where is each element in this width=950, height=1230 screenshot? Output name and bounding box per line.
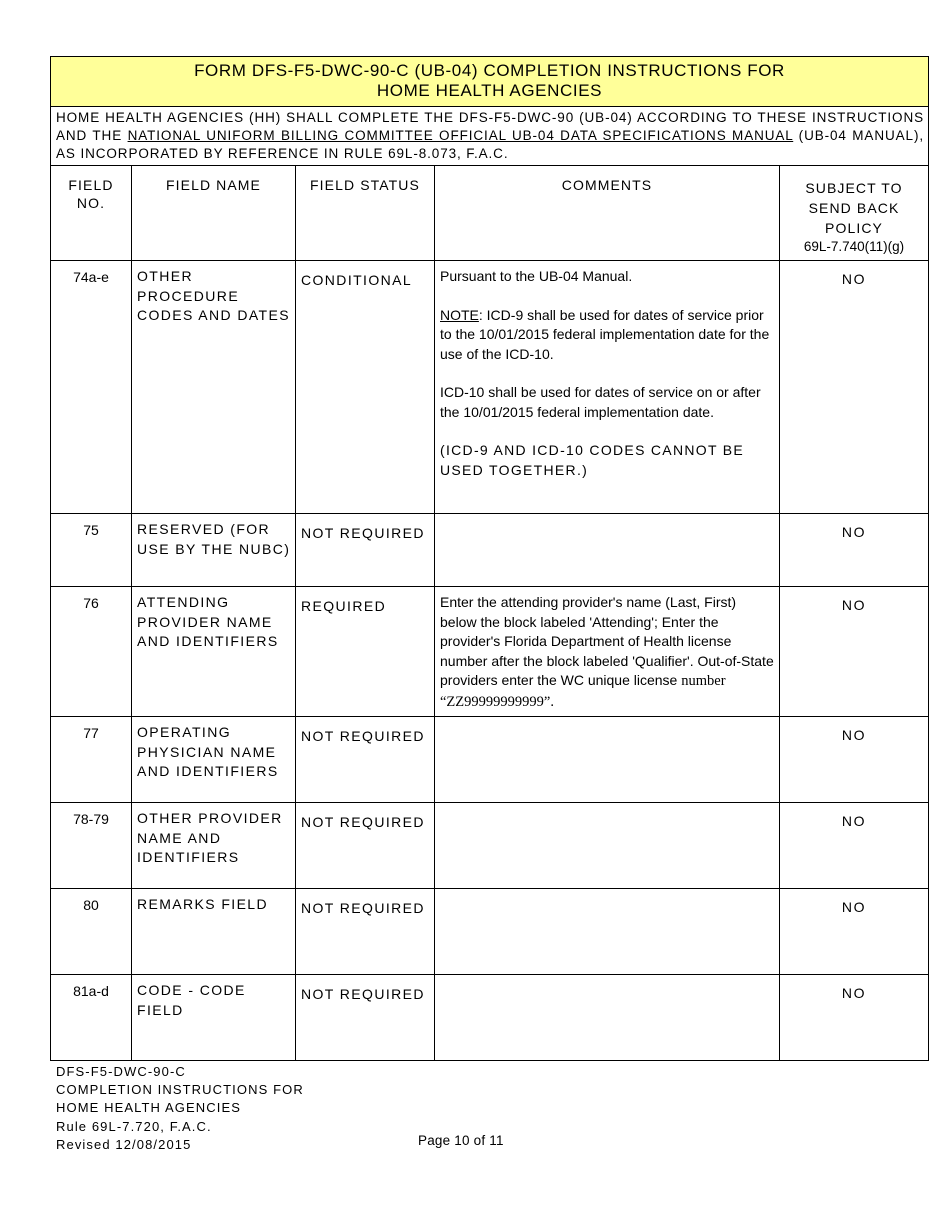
comment-paragraph: Pursuant to the UB-04 Manual. bbox=[440, 268, 633, 284]
field-no: 77 bbox=[51, 717, 132, 803]
send-back-policy-value: NO bbox=[780, 514, 929, 587]
field-name: OTHER PROCEDURE CODES AND DATES bbox=[132, 261, 296, 514]
field-status: NOT REQUIRED bbox=[296, 975, 435, 1061]
field-name: OPERATING PHYSICIAN NAME AND IDENTIFIERS bbox=[132, 717, 296, 803]
column-header-field-no: FIELD NO. bbox=[51, 166, 132, 261]
field-no: 81a-d bbox=[51, 975, 132, 1061]
field-status: NOT REQUIRED bbox=[296, 514, 435, 587]
field-comment bbox=[435, 587, 780, 717]
footer-title-line1: COMPLETION INSTRUCTIONS FOR bbox=[56, 1082, 304, 1098]
note-text: : ICD-9 shall be used for dates of service prior to the 10/01/2015 federal implementation date for the use of the ICD-10. bbox=[440, 306, 770, 362]
ub04-manual-reference: NATIONAL UNIFORM BILLING COMMITTEE OFFICIAL UB-04 DATA SPECIFICATIONS MANUAL bbox=[127, 128, 794, 143]
field-name: CODE - CODE FIELD bbox=[132, 975, 296, 1061]
table-row bbox=[51, 587, 929, 717]
field-status: NOT REQUIRED bbox=[296, 889, 435, 975]
column-header-field-status: FIELD STATUS bbox=[296, 166, 435, 261]
footer-form-id: DFS-F5-DWC-90-C bbox=[56, 1064, 186, 1079]
send-back-policy-value: NO bbox=[780, 717, 929, 803]
form-title bbox=[51, 57, 929, 107]
send-back-policy-label: SUBJECT TO SEND BACK POLICY bbox=[805, 180, 903, 236]
instructions-sheet bbox=[50, 56, 928, 1061]
field-no: 74a-e bbox=[51, 261, 132, 514]
field-no: 75 bbox=[51, 514, 132, 587]
send-back-policy-value: NO bbox=[780, 261, 929, 514]
field-comment bbox=[435, 717, 780, 803]
field-name: REMARKS FIELD bbox=[132, 889, 296, 975]
table-row bbox=[51, 261, 929, 514]
send-back-policy-value: NO bbox=[780, 803, 929, 889]
send-back-policy-value: NO bbox=[780, 889, 929, 975]
send-back-policy-value: NO bbox=[780, 587, 929, 717]
instructions-table bbox=[50, 56, 929, 1061]
comment-license-example: number “ZZ99999999999”. bbox=[440, 673, 726, 710]
column-header-send-back-policy bbox=[780, 166, 929, 261]
column-header-comments: COMMENTS bbox=[435, 166, 780, 261]
table-row bbox=[51, 889, 929, 975]
field-status: REQUIRED bbox=[296, 587, 435, 717]
field-comment bbox=[435, 261, 780, 514]
send-back-policy-rule: 69L-7.740(11)(g) bbox=[803, 239, 905, 254]
send-back-policy-value: NO bbox=[780, 975, 929, 1061]
field-comment bbox=[435, 975, 780, 1061]
table-row bbox=[51, 717, 929, 803]
field-name: RESERVED (FOR USE BY THE NUBC) bbox=[132, 514, 296, 587]
comment-note bbox=[440, 306, 774, 365]
form-title-line1: FORM DFS-F5-DWC-90-C (UB-04) COMPLETION INSTRUCTIONS FOR bbox=[194, 61, 785, 80]
field-status: NOT REQUIRED bbox=[296, 717, 435, 803]
table-row bbox=[51, 514, 929, 587]
comment-warning: (ICD-9 AND ICD-10 CODES CANNOT BE USED TOGETHER.) bbox=[440, 442, 745, 478]
page-number: Page 10 of 11 bbox=[418, 1133, 504, 1148]
field-no: 80 bbox=[51, 889, 132, 975]
footer-rule: Rule 69L-7.720, F.A.C. bbox=[56, 1118, 212, 1134]
comment-text: Enter the attending provider's name (Last, First) below the block labeled 'Attending'; Enter the provider's Florida Department of Health license number after the block labeled 'Qualifier'. Out-of-State providers enter the WC unique license bbox=[440, 594, 774, 688]
field-comment bbox=[435, 803, 780, 889]
footer-revised-date: Revised 12/08/2015 bbox=[56, 1136, 192, 1152]
intro-part2: (UB-04 MANUAL), AS INCORPORATED BY REFERENCE IN RULE 69L-8.073, F.A.C. bbox=[56, 128, 924, 161]
field-name: OTHER PROVIDER NAME AND IDENTIFIERS bbox=[132, 803, 296, 889]
comment-paragraph: ICD-10 shall be used for dates of service on or after the 10/01/2015 federal implementation date. bbox=[440, 384, 761, 420]
page-footer bbox=[56, 1063, 304, 1154]
column-header-field-name: FIELD NAME bbox=[132, 166, 296, 261]
field-comment bbox=[435, 889, 780, 975]
field-comment bbox=[435, 514, 780, 587]
table-row bbox=[51, 803, 929, 889]
note-label: NOTE bbox=[440, 306, 479, 323]
field-name: ATTENDING PROVIDER NAME AND IDENTIFIERS bbox=[132, 587, 296, 717]
intro-part1: HOME HEALTH AGENCIES (HH) SHALL COMPLETE THE DFS-F5-DWC-90 (UB-04) ACCORDING TO THESE INSTRUCTIONS AND THE bbox=[56, 110, 924, 143]
field-no: 76 bbox=[51, 587, 132, 717]
footer-title-line2: HOME HEALTH AGENCIES bbox=[56, 1100, 242, 1116]
form-title-line2: HOME HEALTH AGENCIES bbox=[376, 81, 603, 100]
field-status: CONDITIONAL bbox=[296, 261, 435, 514]
intro-text bbox=[51, 107, 929, 166]
field-no: 78-79 bbox=[51, 803, 132, 889]
field-status: NOT REQUIRED bbox=[296, 803, 435, 889]
table-row bbox=[51, 975, 929, 1061]
